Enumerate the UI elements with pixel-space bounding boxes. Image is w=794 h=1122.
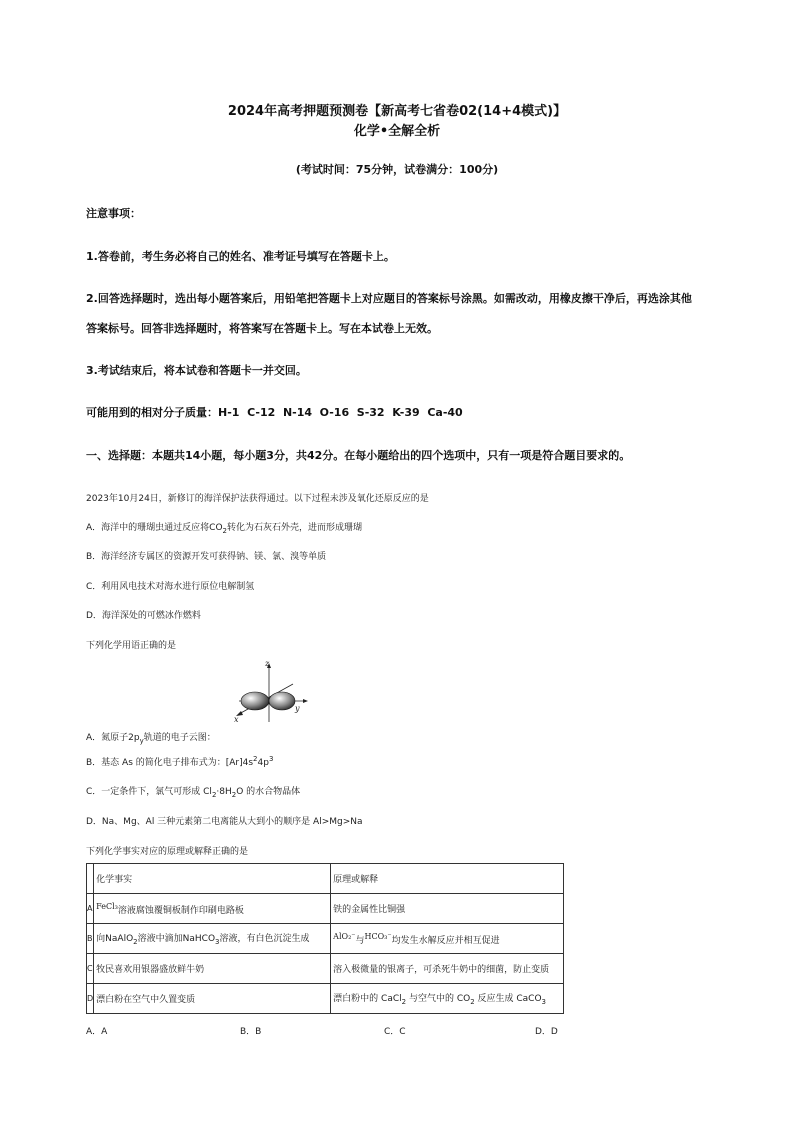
question-3-stem: 下列化学事实对应的原理或解释正确的是: [86, 847, 249, 857]
notice-heading: 注意事项：: [86, 207, 141, 220]
orbital-diagram: [225, 656, 315, 726]
row-label: B: [87, 924, 94, 954]
q3-option-d: D．D: [535, 1027, 558, 1037]
fact-cell: FeCl₃溶液腐蚀覆铜板制作印刷电路板: [94, 894, 331, 924]
row-label: D: [87, 984, 94, 1014]
q1-option-c: C．利用风电技术对海水进行原位电解制氢: [86, 582, 255, 592]
table-header-label-cell: [87, 864, 94, 894]
z-axis-label: z: [265, 659, 270, 668]
page-subtitle: 化学•全解全析: [353, 124, 441, 139]
q2-option-b: B．基态 As 的简化电子排布式为：$[Ar]4s^24p^3$: [86, 755, 274, 768]
page-title: 2024年高考押题预测卷【新高考七省卷02(14+4模式)】: [227, 104, 567, 119]
table-header-row: [87, 864, 564, 894]
reason-cell: 铁的金属性比铜强: [331, 894, 564, 924]
fact-cell: 漂白粉在空气中久置变质: [94, 984, 331, 1014]
row-label: C: [87, 954, 94, 984]
fact-cell: 向NaAlO$_2$溶液中滴加NaHCO$_3$溶液，有白色沉淀生成: [94, 924, 331, 954]
q1-option-b: B．海洋经济专属区的资源开发可获得钠、镁、氯、溴等单质: [86, 552, 327, 562]
table-header-fact: 化学事实: [94, 864, 331, 894]
q2-option-a: A．氮原子$2p_y$轨道的电子云图：: [86, 733, 216, 745]
q1-option-d: D．海洋深处的可燃冰作燃料: [86, 611, 201, 621]
reason-cell: 漂白粉中的 CaCl$_2$ 与空气中的 $CO_2$ 反应生成 CaCO$_3$: [331, 984, 564, 1014]
notice-item-2-line-2: 答案标号。回答非选择题时，将答案写在答题卡上。写在本试卷上无效。: [86, 322, 438, 335]
notice-item-1: 1.答卷前，考生务必将自己的姓名、准考证号填写在答题卡上。: [86, 250, 395, 263]
y-axis-label: y: [295, 704, 300, 713]
table-row: [87, 924, 564, 954]
q2-option-c: C．一定条件下，氯气可形成 $Cl_2\cdot 8H_2O$ 的水合物晶体: [86, 787, 301, 799]
table-header-reason: 原理或解释: [331, 864, 564, 894]
table-row: [87, 984, 564, 1014]
reason-cell: AlO₂⁻与HCO₃⁻均发生水解反应并相互促进: [331, 924, 564, 954]
orbital-lobe-right: [269, 692, 295, 710]
notice-item-3: 3.考试结束后，将本试卷和答题卡一并交回。: [86, 364, 307, 377]
q2-option-d: D．Na、Mg、Al 三种元素第二电离能从大到小的顺序是 Al>Mg>Na: [86, 817, 363, 827]
table-row: [87, 954, 564, 984]
question-2-stem: 下列化学用语正确的是: [86, 641, 177, 651]
q3-option-c: C．C: [384, 1027, 406, 1037]
q1-option-a: A．海洋中的珊瑚虫通过反应将$CO_2$转化为石灰石外壳，进而形成珊瑚: [86, 523, 363, 535]
table-row: [87, 894, 564, 924]
q3-option-b: B．B: [240, 1027, 262, 1037]
atomic-masses: 可能用到的相对分子质量：H-1 C-12 N-14 O-16 S-32 K-39 Ca-40: [86, 406, 463, 419]
q3-option-a: A．A: [86, 1027, 108, 1037]
section-heading: 一、选择题：本题共14小题，每小题3分，共42分。在每小题给出的四个选项中，只有一项是符合题目要求的。: [86, 449, 631, 462]
reason-cell: 溶入极微量的银离子，可杀死牛奶中的细菌，防止变质: [331, 954, 564, 984]
y-axis-arrow: [303, 699, 308, 703]
exam-time-info: (考试时间：75分钟，试卷满分：100分): [295, 163, 499, 176]
fact-cell: 牧民喜欢用银器盛放鲜牛奶: [94, 954, 331, 984]
x-axis-label: x: [234, 715, 239, 724]
row-label: A: [87, 894, 94, 924]
question-1-stem: 2023年10月24日，新修订的海洋保护法获得通过。以下过程未涉及氧化还原反应的是: [86, 494, 429, 504]
facts-table: [86, 863, 564, 1014]
orbital-lobe-left: [241, 692, 269, 710]
notice-item-2-line-1: 2.回答选择题时，选出每小题答案后，用铅笔把答题卡上对应题目的答案标号涂黑。如需改动，用橡皮擦干净后，再选涂其他: [86, 292, 692, 305]
